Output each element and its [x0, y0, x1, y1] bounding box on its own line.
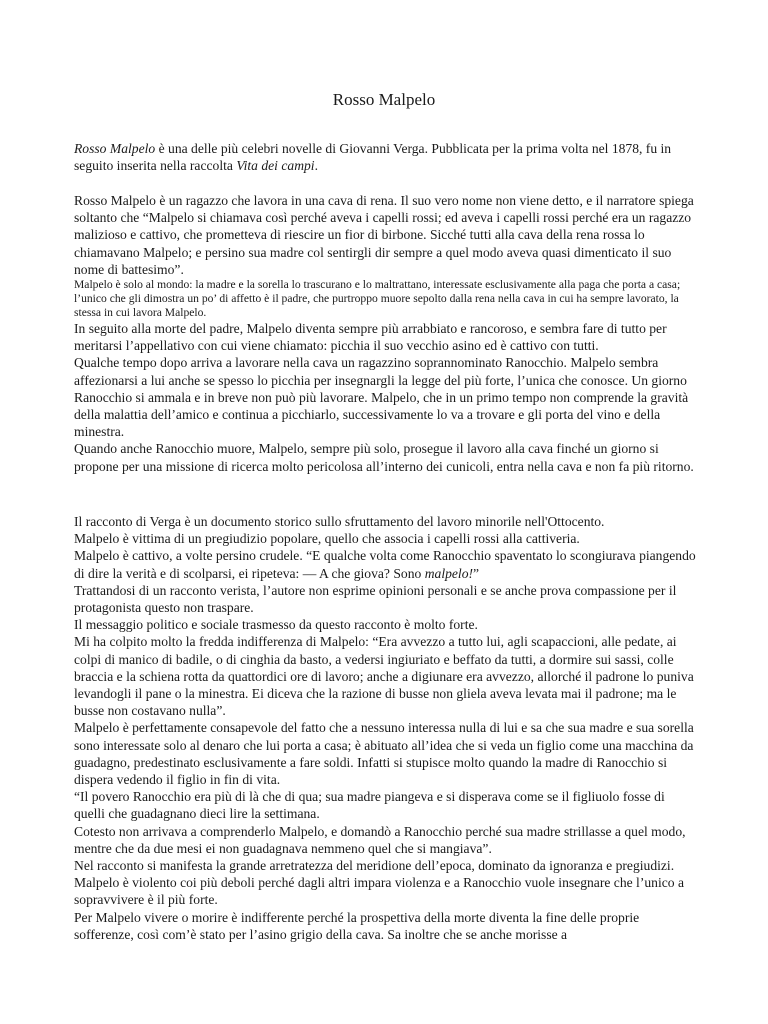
document-title: Rosso Malpelo — [332, 90, 436, 109]
analysis-paragraph-4: Trattandosi di un racconto verista, l’autore non esprime opinioni personali e se anche prova compassione per il protagonista questo non traspare. — [74, 582, 677, 616]
intro-text-2: . — [314, 158, 318, 174]
analysis-paragraph-3-text: Malpelo è cattivo, a volte persino crudele. “E qualche volta come Ranocchio spaventato lo scongiurava piangendo di dire la verità e di scolparsi, ei ripeteva: — A che giova? Sono — [74, 548, 696, 581]
intro-text-1: è una delle più celebri novelle di Giovanni Verga. Pubblicata per la prima volta nel 1878, fu in seguito inserita nella raccolta — [74, 141, 672, 174]
analysis-paragraph-6: Mi ha colpito molto la fredda indifferenza di Malpelo: “Era avvezzo a tutto lui, agli scapaccioni, alle pedate, ai colpi di manico di badile, o di cinghia da basto, a vedersi ingiuriato e beffato da tutti, a dormire sui sassi, colle braccia e la schiena rotta da quattordici ore di lavoro; anche a digiunare era avvezzo, allorché il padrone lo puniva levandogli il pane o la minestra. Ei diceva che la razione di busse non gliela aveva levata mai il padrone; ma le busse non costavano nulla”. — [74, 634, 694, 719]
analysis-section — [74, 513, 698, 943]
analysis-paragraph-11: Malpelo è violento coi più deboli perché dagli altri impara violenza e a Ranocchio vuole insegnare che l’unico a sopravvivere è il più forte. — [74, 875, 684, 908]
summary-paragraph-1: Rosso Malpelo è un ragazzo che lavora in una cava di rena. Il suo vero nome non viene detto, e il narratore spiega soltanto che “Malpelo si chiamava così perché aveva i capelli rossi; ed aveva i capelli rossi perché era un ragazzo malizioso e cattivo, che prometteva di riescire un fior di birbone. Sicché tutti alla cava della rena rossa lo chiamavano Malpelo; e persino sua madre col sentirgli dir sempre a quel modo aveva quasi dimenticato il suo nome di battesimo”. — [74, 193, 694, 277]
summary-paragraph-5: Quando anche Ranocchio muore, Malpelo, sempre più solo, prosegue il lavoro alla cava finché un giorno si propone per una missione di ricerca molto pericolosa all’interno dei cunicoli, entra nella cava e non fa più ritorno. — [74, 441, 694, 474]
analysis-paragraph-2: Malpelo è vittima di un pregiudizio popolare, quello che associa i capelli rossi alla cattiveria. — [74, 531, 580, 547]
intro-text — [74, 140, 698, 174]
summary-paragraph-2: Malpelo è solo al mondo: la madre e la sorella lo trascurano e lo maltrattano, interessate esclusivamente alla paga che porta a casa; l’unico che gli dimostra un po’ di affetto è il padre, che purtroppo muore sepolto dalla rena nella cava in cui ha sempre lavorato, la stessa in cui lavora Malpelo. — [74, 278, 681, 320]
analysis-paragraph-3-end: ” — [473, 565, 480, 581]
analysis-paragraph-9: Cotesto non arrivava a comprenderlo Malpelo, e domandò a Ranocchio perché sua madre strillasse a quel modo, mentre che da due mesi ei non guadagnava nemmeno quel che si mangiava”. — [74, 823, 686, 856]
analysis-paragraph-3 — [74, 547, 698, 581]
analysis-paragraph-3-italic: malpelo! — [424, 565, 474, 581]
analysis-paragraph-8: “Il povero Ranocchio era più di là che di qua; sua madre piangeva e si disperava come se il figliuolo fosse di quelli che guadagnano dieci lire la settimana. — [74, 789, 665, 822]
intro-paragraph — [74, 140, 698, 174]
summary-section — [74, 192, 698, 475]
analysis-paragraph-12: Per Malpelo vivere o morire è indifferente perché la prospettiva della morte diventa la fine delle proprie sofferenze, così com’è stato per l’asino grigio della cava. Sa inoltre che se anche morisse a — [74, 909, 640, 942]
summary-paragraph-3: In seguito alla morte del padre, Malpelo diventa sempre più arrabbiato e rancoroso, e sembra fare di tutto per meritarsi l’appellativo con cui viene chiamato: picchia il suo vecchio asino ed è cattivo con tutti. — [74, 321, 667, 354]
analysis-paragraph-5: Il messaggio politico e sociale trasmesso da questo racconto è molto forte. — [74, 617, 478, 633]
work-title-italic: Rosso Malpelo — [74, 141, 156, 156]
collection-title-italic: Vita dei campi — [236, 158, 315, 174]
analysis-paragraph-10: Nel racconto si manifesta la grande arretratezza del meridione dell’epoca, dominato da ignoranza e pregiudizi. — [74, 858, 675, 874]
analysis-paragraph-7: Malpelo è perfettamente consapevole del fatto che a nessuno interessa nulla di lui e sa che sua madre e sua sorella sono interessate solo al denaro che lui porta a casa; è abituato all’idea che si veda un figlio come una macchina da guadagno, predestinato esclusivamente a fare soldi. Infatti si stupisce molto quando la madre di Ranocchio si dispera vedendo il figlio in fin di vita. — [74, 720, 694, 788]
analysis-paragraph-1: Il racconto di Verga è un documento storico sullo sfruttamento del lavoro minorile nell'Ottocento. — [74, 514, 605, 529]
summary-paragraph-4: Qualche tempo dopo arriva a lavorare nella cava un ragazzino soprannominato Ranocchio. Malpelo sembra affezionarsi a lui anche se spesso lo picchia per insegnargli la legge del più forte, l’unica che conosce. Un giorno Ranocchio si ammala e in breve non può più lavorare. Malpelo, che in un primo tempo non comprende la gravità della malattia dell’amico e continua a picchiarlo, successivamente lo va a trovare e gli porta del vino e della minestra. — [74, 355, 689, 440]
